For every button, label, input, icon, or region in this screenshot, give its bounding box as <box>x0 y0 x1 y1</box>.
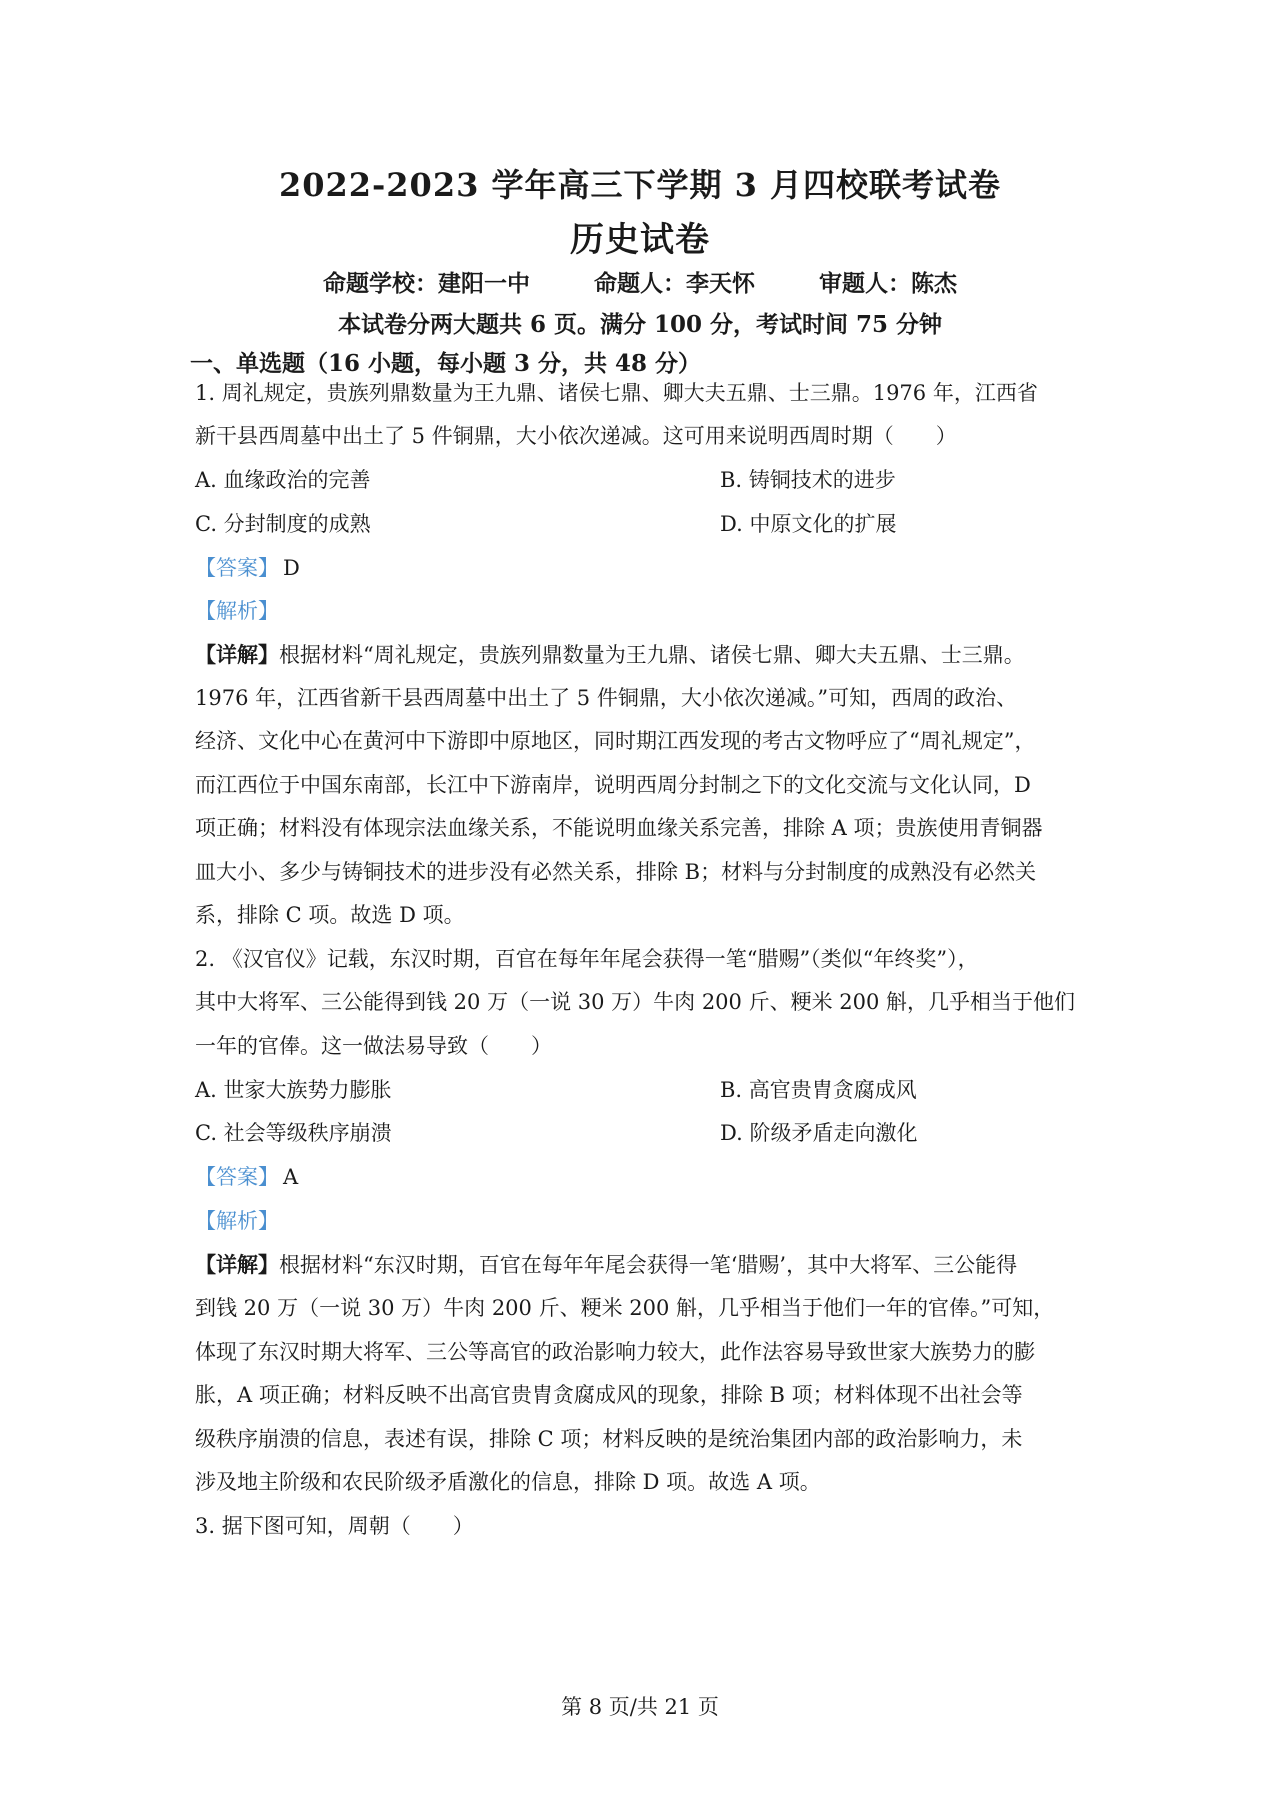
q2-detail-line: 到钱 20 万（一说 30 万）牛肉 200 斤、粳米 200 斛，几乎相当于他们一年的官俸。”可知， <box>195 1296 1055 1320</box>
q2-stem-line: 2. 《汉官仪》记载，东汉时期，百官在每年年尾会获得一笔“腊赐”（类似“年终奖”）， <box>195 947 979 971</box>
q2-detail-line: 涉及地主阶级和农民阶级矛盾激化的信息，排除 D 项。故选 A 项。 <box>195 1470 821 1494</box>
detail-label: 【详解】 <box>195 1252 279 1277</box>
q1-answer-value: D <box>283 556 300 580</box>
q2-detail-text: 根据材料“东汉时期，百官在每年年尾会获得一笔‘腊赐’，其中大将军、三公能得 <box>279 1253 1018 1277</box>
q2-detail-line: 级秩序崩溃的信息，表述有误，排除 C 项；材料反映的是统治集团内部的政治影响力，未 <box>195 1427 1023 1451</box>
q2-option-d: D. 阶级矛盾走向激化 <box>720 1121 918 1145</box>
q2-option-c: C. 社会等级秩序崩溃 <box>195 1121 392 1145</box>
q1-option-c: C. 分封制度的成熟 <box>195 512 371 536</box>
exam-title: 2022-2023 学年高三下学期 3 月四校联考试卷 <box>278 166 1002 204</box>
answer-label: 【答案】 <box>195 1165 279 1189</box>
detail-label: 【详解】 <box>195 642 279 667</box>
q1-detail-line: 项正确；材料没有体现宗法血缘关系，不能说明血缘关系完善，排除 A 项；贵族使用青铜器 <box>195 816 1043 840</box>
q1-detail-line: 经济、文化中心在黄河中下游即中原地区，同时期江西发现的考古文物呼应了“周礼规定”， <box>195 729 1036 753</box>
q1-detail-line: 而江西位于中国东南部，长江中下游南岸，说明西周分封制之下的文化交流与文化认同，D <box>195 773 1031 797</box>
exam-info: 本试卷分两大题共 6 页。满分 100 分，考试时间 75 分钟 <box>337 311 943 338</box>
q1-stem-line: 1. 周礼规定，贵族列鼎数量为王九鼎、诸侯七鼎、卿大夫五鼎、士三鼎。1976 年，江西省 <box>195 381 1038 405</box>
q1-detail-line <box>195 640 1095 670</box>
q3-stem: 3. 据下图可知，周朝（ ） <box>195 1514 474 1538</box>
q1-option-b: B. 铸铜技术的进步 <box>720 468 896 492</box>
analysis-label: 【解析】 <box>195 1209 279 1233</box>
q2-option-a: A. 世家大族势力膨胀 <box>195 1078 392 1102</box>
q2-stem-line: 其中大将军、三公能得到钱 20 万（一说 30 万）牛肉 200 斤、粳米 200 斛，几乎相当于他们 <box>195 990 1076 1014</box>
q1-detail-line: 系，排除 C 项。故选 D 项。 <box>195 903 465 927</box>
q1-stem-line: 新干县西周墓中出土了 5 件铜鼎，大小依次递减。这可用来说明西周时期（ ） <box>195 424 957 448</box>
q2-answer-value: A <box>283 1165 299 1189</box>
analysis-label: 【解析】 <box>195 599 279 623</box>
answer-label: 【答案】 <box>195 556 279 580</box>
q1-detail-line: 1976 年，江西省新干县西周墓中出土了 5 件铜鼎，大小依次递减。”可知，西周的政治、 <box>195 686 1018 710</box>
exam-reviewer: 审题人：陈杰 <box>819 270 958 297</box>
exam-author: 命题人：李天怀 <box>594 270 755 297</box>
q2-detail-line: 胀，A 项正确；材料反映不出高官贵胄贪腐成风的现象，排除 B 项；材料体现不出社会等 <box>195 1383 1023 1407</box>
q1-detail-text: 根据材料“周礼规定，贵族列鼎数量为王九鼎、诸侯七鼎、卿大夫五鼎、士三鼎。 <box>279 643 1025 667</box>
exam-school: 命题学校：建阳一中 <box>322 270 530 297</box>
q2-answer <box>195 1162 298 1192</box>
q1-answer <box>195 553 300 583</box>
q1-option-d: D. 中原文化的扩展 <box>720 512 897 536</box>
q1-option-a: A. 血缘政治的完善 <box>195 468 371 492</box>
exam-authors <box>0 265 1280 298</box>
exam-subtitle: 历史试卷 <box>570 220 710 260</box>
page-number: 第 8 页/共 21 页 <box>561 1695 719 1719</box>
q1-detail-line: 皿大小、多少与铸铜技术的进步没有必然关系，排除 B；材料与分封制度的成熟没有必然关 <box>195 860 1037 884</box>
q1-analysis <box>195 596 279 626</box>
section-heading: 一、单选题（16 小题，每小题 3 分，共 48 分） <box>190 350 702 377</box>
q2-detail-line <box>195 1250 1095 1280</box>
q2-analysis <box>195 1206 279 1236</box>
q2-detail-line: 体现了东汉时期大将军、三公等高官的政治影响力较大，此作法容易导致世家大族势力的膨 <box>195 1340 1035 1364</box>
q2-option-b: B. 高官贵胄贪腐成风 <box>720 1078 917 1102</box>
q2-stem-line: 一年的官俸。这一做法易导致（ ） <box>195 1034 552 1058</box>
